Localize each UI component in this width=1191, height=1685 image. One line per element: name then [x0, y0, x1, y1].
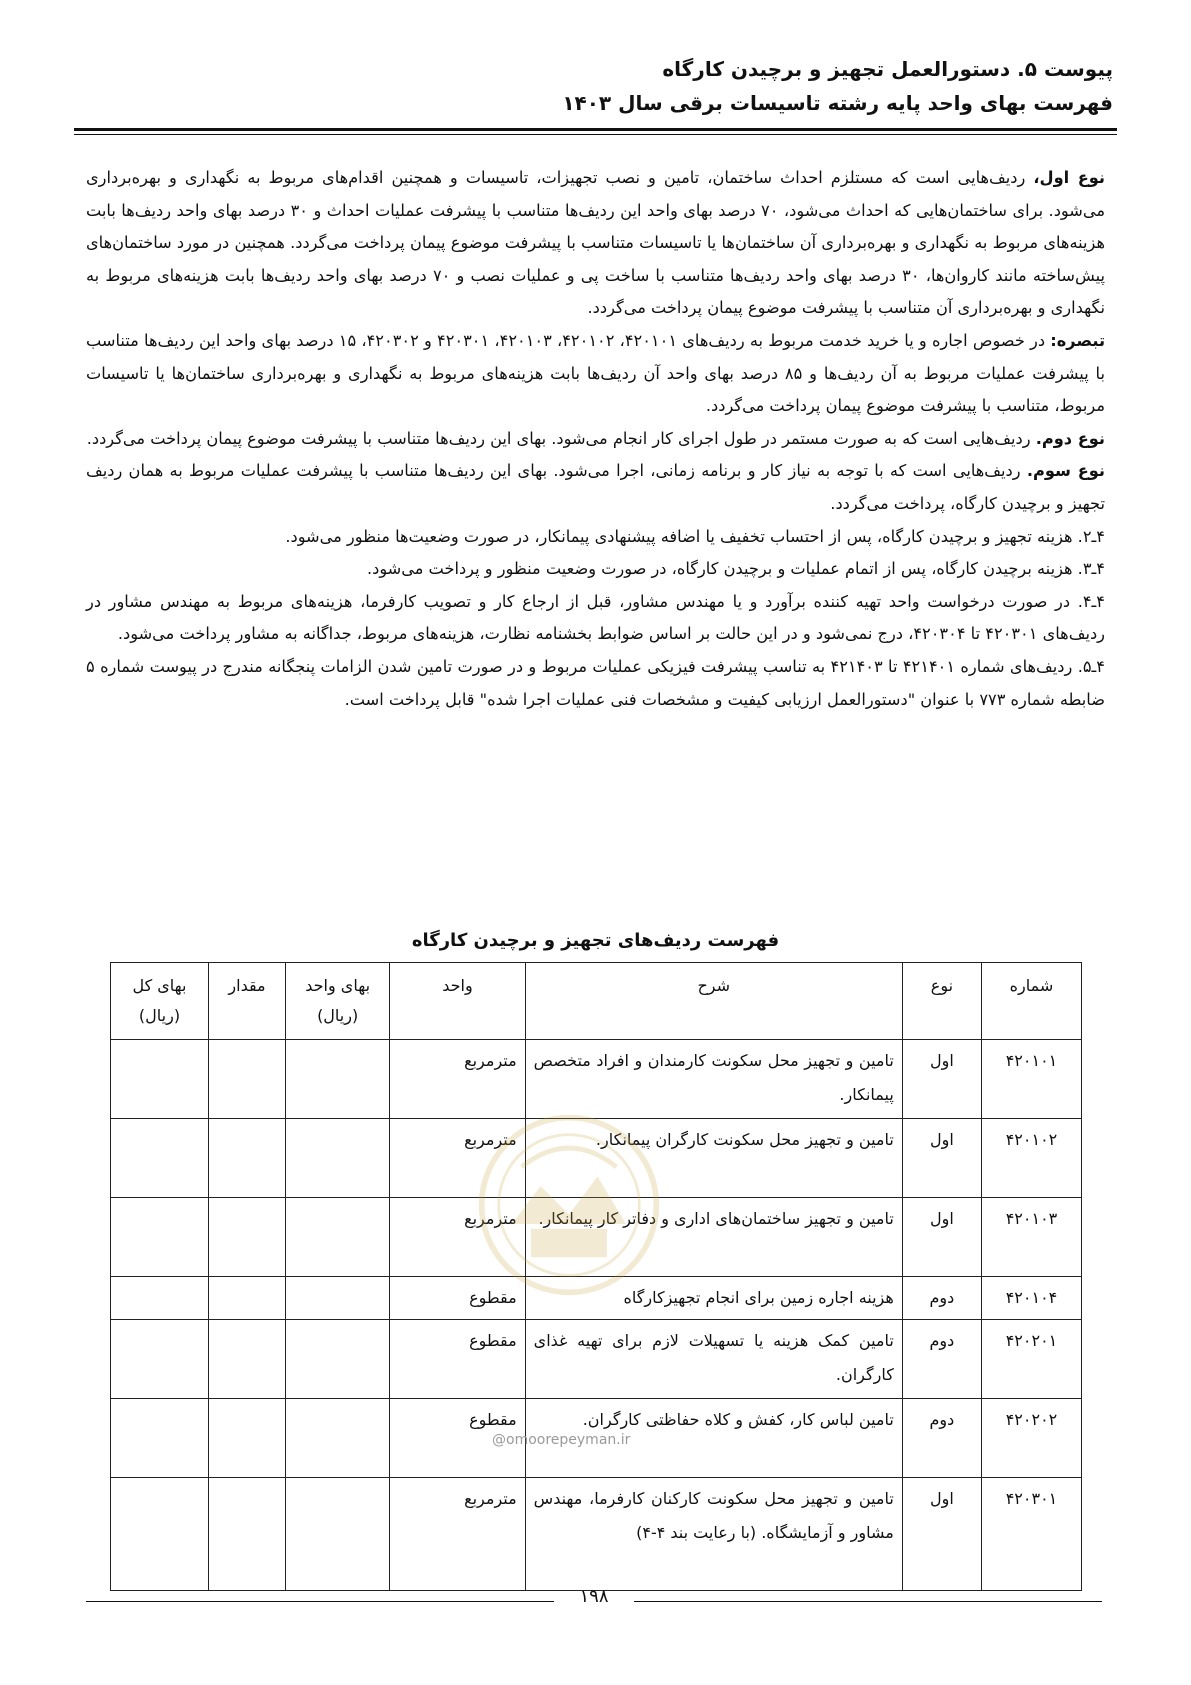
- paragraph-type-two: [86, 423, 1105, 456]
- paragraph-type-one: [86, 162, 1105, 325]
- cell-number: ۴۲۰۳۰۱: [981, 1478, 1081, 1591]
- cell-unit: مترمربع: [390, 1040, 525, 1119]
- cell-type: دوم: [902, 1277, 981, 1320]
- paragraph-clause-4-3: ۴ـ۳. هزینه برچیدن کارگاه، پس از اتمام عملیات و برچیدن کارگاه، در صورت وضعیت منظور و پرداخت می‌شود.: [366, 559, 1105, 579]
- paragraph-lead: نوع سوم.: [1026, 461, 1105, 481]
- header-quantity: مقدار: [208, 963, 285, 1040]
- cell-type: اول: [902, 1119, 981, 1198]
- cell-quantity: [208, 1478, 285, 1591]
- paragraph-clause-4-2: ۴ـ۲. هزینه تجهیز و برچیدن کارگاه، پس از احتساب تخفیف یا اضافه پیشنهادی پیمانکار، در صورت وضعیت‌ها منظور می‌شود.: [285, 526, 1105, 546]
- cell-quantity: [208, 1277, 285, 1320]
- cell-total-price: [111, 1478, 209, 1591]
- cell-unit-price: [286, 1277, 390, 1320]
- paragraph-text: ردیف‌هایی است که با توجه به نیاز کار و برنامه زمانی، اجرا می‌شود. بهای این ردیف‌ها متناسب با پیشرفت عملیات مربوط به همان ردیف تجهیز و برچیدن کارگاه، پرداخت می‌گردد.: [86, 461, 1105, 513]
- page-header: [78, 52, 1113, 120]
- footer-rule-left: [86, 1601, 554, 1602]
- header-rule-thick: [74, 128, 1117, 131]
- cell-number: ۴۲۰۱۰۳: [981, 1198, 1081, 1277]
- cell-description: تامین و تجهیز محل سکونت کارمندان و افراد متخصص پیمانکار.: [525, 1040, 902, 1119]
- cell-number: ۴۲۰۱۰۲: [981, 1119, 1081, 1198]
- cell-description: تامین و تجهیز ساختمان‌های اداری و دفاتر کار پیمانکار.: [525, 1198, 902, 1277]
- cell-quantity: [208, 1040, 285, 1119]
- cell-total-price: [111, 1399, 209, 1478]
- cell-quantity: [208, 1399, 285, 1478]
- cell-total-price: [111, 1320, 209, 1399]
- cell-unit: مترمربع: [390, 1478, 525, 1591]
- cell-total-price: [111, 1040, 209, 1119]
- header-title: پیوست ۵. دستورالعمل تجهیز و برچیدن کارگاه: [662, 57, 1113, 81]
- cell-quantity: [208, 1320, 285, 1399]
- header-rule-thin: [74, 134, 1117, 135]
- cell-quantity: [208, 1198, 285, 1277]
- header-total-price: بهای کل (ریال): [111, 963, 209, 1040]
- paragraph-note: [86, 325, 1105, 423]
- paragraph-text: ردیف‌هایی است که به صورت مستمر در طول اجرای کار انجام می‌شود. بهای این ردیف‌ها متناسب با پیشرفت موضوع پیمان پرداخت می‌گردد.: [86, 428, 1036, 448]
- body-text: [86, 162, 1105, 716]
- header-subtitle: فهرست بهای واحد پایه رشته تاسیسات برقی سال ۱۴۰۳: [562, 91, 1113, 115]
- cell-unit-price: [286, 1320, 390, 1399]
- cell-description: تامین لباس کار، کفش و کلاه حفاظتی کارگران.: [525, 1399, 902, 1478]
- header-unit: واحد: [390, 963, 525, 1040]
- items-table: [110, 962, 1082, 1591]
- page-number: ۱۹۸: [579, 1586, 609, 1607]
- cell-description: تامین و تجهیز محل سکونت کارگران پیمانکار.: [525, 1119, 902, 1198]
- cell-type: اول: [902, 1198, 981, 1277]
- cell-type: دوم: [902, 1399, 981, 1478]
- cell-unit-price: [286, 1040, 390, 1119]
- cell-unit-price: [286, 1119, 390, 1198]
- paragraph-text: ردیف‌هایی است که مستلزم احداث ساختمان، تامین و نصب تجهیزات، تاسیسات و همچنین اقدام‌های مربوط به نگهداری و بهره‌برداری می‌شود. برای ساختمان‌هایی که احداث می‌شود، ۷۰ درصد بهای واحد این ردیف‌ها متناسب با پیشرفت عملیات احداث و ۳۰ درصد بهای واحد ردیف‌ها بابت هزینه‌های مربوط به نگهداری و بهره‌برداری آن ساختمان‌ها یا تاسیسات متناسب با پیشرفت موضوع پیمان پرداخت می‌گردد. همچنین در مورد ساختمان‌های پیش‌ساخته مانند کاروان‌ها، ۳۰ درصد بهای واحد ردیف‌ها متناسب با ساخت پی و عملیات نصب و ۷۰ درصد بهای واحد ردیف‌ها بابت هزینه‌های مربوط به نگهداری و بهره‌برداری آن متناسب با پیشرفت موضوع پیمان پرداخت می‌گردد.: [86, 168, 1105, 318]
- cell-number: ۴۲۰۲۰۲: [981, 1399, 1081, 1478]
- cell-unit-price: [286, 1478, 390, 1591]
- cell-number: ۴۲۰۱۰۴: [981, 1277, 1081, 1320]
- header-type: نوع: [902, 963, 981, 1040]
- header-unit-price: بهای واحد (ریال): [286, 963, 390, 1040]
- table-row: [111, 1277, 1082, 1320]
- cell-type: اول: [902, 1040, 981, 1119]
- cell-unit: مقطوع: [390, 1277, 525, 1320]
- cell-description: هزینه اجاره زمین برای انجام تجهیزکارگاه: [525, 1277, 902, 1320]
- paragraph-lead: نوع دوم.: [1035, 428, 1105, 448]
- cell-unit: مقطوع: [390, 1320, 525, 1399]
- table-header-row: [111, 963, 1082, 1040]
- paragraph-text: در خصوص اجاره و یا خرید خدمت مربوط به ردیف‌های ۴۲۰۱۰۱، ۴۲۰۱۰۲، ۴۲۰۱۰۳، ۴۲۰۳۰۱ و ۴۲۰۳۰۲، ۱۵ درصد بهای واحد این ردیف‌ها متناسب با پیشرفت عملیات مربوط به آن ردیف‌ها و ۸۵ درصد بهای واحد آن ردیف‌ها بابت هزینه‌های مربوط به نگهداری و بهره‌برداری ساختمان‌ها یا تاسیسات مربوط، متناسب با پیشرفت موضوع پیمان پرداخت می‌گردد.: [86, 330, 1105, 416]
- cell-type: اول: [902, 1478, 981, 1591]
- paragraph-lead: نوع اول،: [1033, 168, 1105, 187]
- cell-unit-price: [286, 1198, 390, 1277]
- paragraph-type-three: [86, 455, 1105, 520]
- cell-quantity: [208, 1119, 285, 1198]
- table-title: فهرست ردیف‌های تجهیز و برچیدن کارگاه: [411, 930, 780, 951]
- cell-type: دوم: [902, 1320, 981, 1399]
- cell-unit-price: [286, 1399, 390, 1478]
- cell-description: تامین و تجهیز محل سکونت کارکنان کارفرما، مهندس مشاور و آزمایشگاه. (با رعایت بند ۴-۴): [525, 1478, 902, 1591]
- cell-number: ۴۲۰۲۰۱: [981, 1320, 1081, 1399]
- table-row: [111, 1040, 1082, 1119]
- table-row: [111, 1478, 1082, 1591]
- paragraph-clause-4-4: ۴ـ۴. در صورت درخواست واحد تهیه کننده برآورد و یا مهندس مشاور، قبل از ارجاع کار و تصویب کارفرما، هزینه‌های مربوط به مهندس مشاور در ردیف‌های ۴۲۰۳۰۱ تا ۴۲۰۳۰۴، درج نمی‌شود و در این حالت بر اساس ضوابط بخشنامه نظارت، هزینه‌های مربوط، جداگانه به مشاور پرداخت می‌شود.: [86, 591, 1105, 644]
- cell-total-price: [111, 1119, 209, 1198]
- table-row: [111, 1198, 1082, 1277]
- table-row: [111, 1119, 1082, 1198]
- cell-total-price: [111, 1198, 209, 1277]
- paragraph-clause-4-5: ۴ـ۵. ردیف‌های شماره ۴۲۱۴۰۱ تا ۴۲۱۴۰۳ به تناسب پیشرفت فیزیکی عملیات مربوط و در صورت تامین شدن الزامات پنجگانه مندرج در پیوست شماره ۵ ضابطه شماره ۷۷۳ با عنوان "دستورالعمل ارزیابی کیفیت و مشخصات فنی عملیات اجرا شده" قابل پرداخت است.: [86, 656, 1105, 709]
- cell-total-price: [111, 1277, 209, 1320]
- paragraph-lead: تبصره:: [1050, 330, 1106, 350]
- cell-unit: مقطوع: [390, 1399, 525, 1478]
- cell-description: تامین کمک هزینه یا تسهیلات لازم برای تهیه غذای کارگران.: [525, 1320, 902, 1399]
- header-description: شرح: [525, 963, 902, 1040]
- cell-number: ۴۲۰۱۰۱: [981, 1040, 1081, 1119]
- cell-unit: مترمربع: [390, 1119, 525, 1198]
- header-number: شماره: [981, 963, 1081, 1040]
- table-row: [111, 1320, 1082, 1399]
- footer-rule-right: [634, 1601, 1102, 1602]
- cell-unit: مترمربع: [390, 1198, 525, 1277]
- watermark-site-text: @omoorepeyman.ir: [492, 1432, 631, 1448]
